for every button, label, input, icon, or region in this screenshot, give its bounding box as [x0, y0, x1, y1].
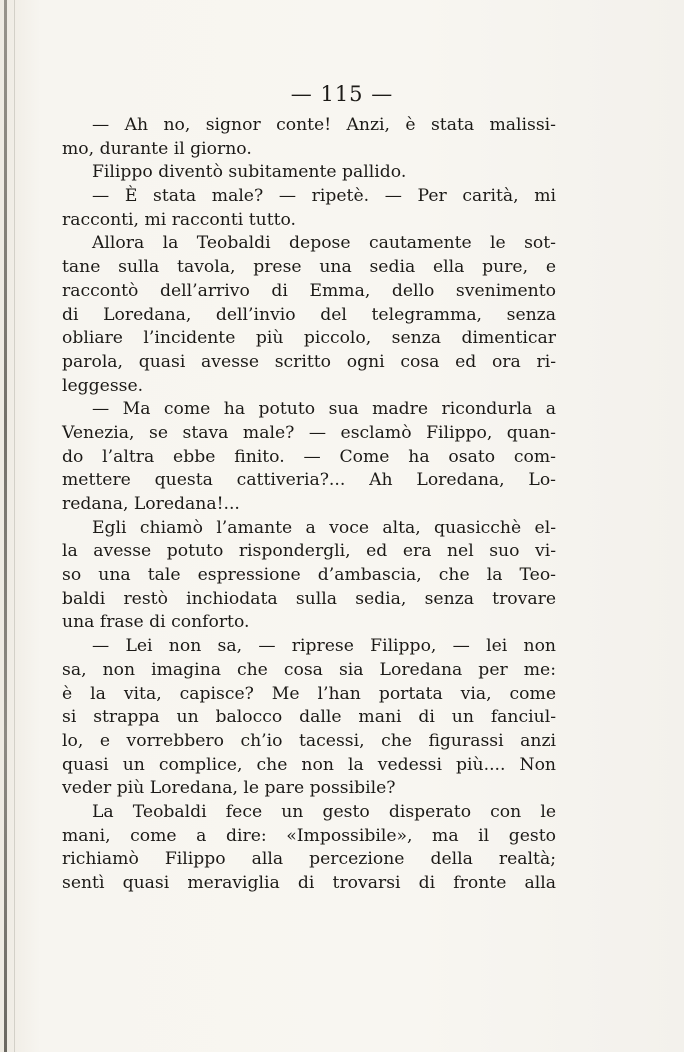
binding-shadow	[14, 0, 15, 1052]
text-line: mettere questa cattiveria?... Ah Loredana, Lo-	[62, 470, 556, 491]
text-line: sa, non imagina che cosa sia Loredana per me:	[62, 659, 556, 680]
text-line: veder più Loredana, le pare possibile?	[62, 778, 396, 799]
text-line: quasi un complice, che non la vedessi più.... Non	[62, 754, 556, 775]
text-line: racconti, mi racconti tutto.	[62, 209, 297, 230]
text-line: lo, e vorrebbero ch’io tacessi, che figurassi anzi	[62, 730, 556, 751]
text-line: mani, come a dire: «Impossibile», ma il gesto	[62, 825, 556, 846]
text-line: obliare l’incidente più piccolo, senza dimenticar	[62, 328, 556, 349]
text-line: mo, durante il giorno.	[62, 138, 252, 159]
text-line: si strappa un balocco dalle mani di un fanciul-	[62, 707, 556, 728]
text-line: do l’altra ebbe finito. — Come ha osato com-	[62, 446, 556, 467]
text-line: sentì quasi meraviglia di trovarsi di fronte alla	[62, 873, 556, 893]
text-line: Venezia, se stava male? — esclamò Filippo, quan-	[62, 422, 556, 443]
binding-edge	[4, 0, 7, 1052]
body-text	[62, 114, 556, 896]
text-line: una frase di conforto.	[62, 612, 250, 633]
text-line: leggesse.	[62, 375, 144, 396]
text-line: — È stata male? — ripetè. — Per carità, mi	[92, 186, 556, 207]
text-line: tane sulla tavola, prese una sedia ella pure, e	[62, 257, 556, 278]
text-line: Allora la Teobaldi depose cautamente le sot-	[92, 233, 556, 254]
text-line: — Lei non sa, — riprese Filippo, — lei non	[92, 636, 556, 657]
text-line: Filippo diventò subitamente pallido.	[92, 162, 407, 183]
text-line: è la vita, capisce? Me l’han portata via, come	[62, 683, 556, 704]
text-line: Egli chiamò l’amante a voce alta, quasicchè el-	[92, 517, 556, 538]
text-line: la avesse potuto rispondergli, ed era nel suo vi-	[62, 541, 556, 562]
text-line: parola, quasi avesse scritto ogni cosa ed ora ri-	[62, 351, 556, 372]
page-number: — 115 —	[290, 82, 394, 106]
text-line: baldi restò inchiodata sulla sedia, senza trovare	[62, 588, 556, 609]
text-line: — Ah no, signor conte! Anzi, è stata malissi-	[92, 115, 556, 135]
text-line: di Loredana, dell’invio del telegramma, senza	[62, 304, 556, 325]
text-line: raccontò dell’arrivo di Emma, dello svenimento	[62, 280, 556, 301]
text-line: La Teobaldi fece un gesto disperato con le	[92, 801, 556, 822]
text-line: redana, Loredana!...	[62, 494, 240, 514]
text-line: so una tale espressione d’ambascia, che la Teo-	[62, 565, 556, 586]
text-line: — Ma come ha potuto sua madre ricondurla a	[92, 399, 556, 420]
text-line: richiamò Filippo alla percezione della realtà;	[62, 849, 556, 870]
